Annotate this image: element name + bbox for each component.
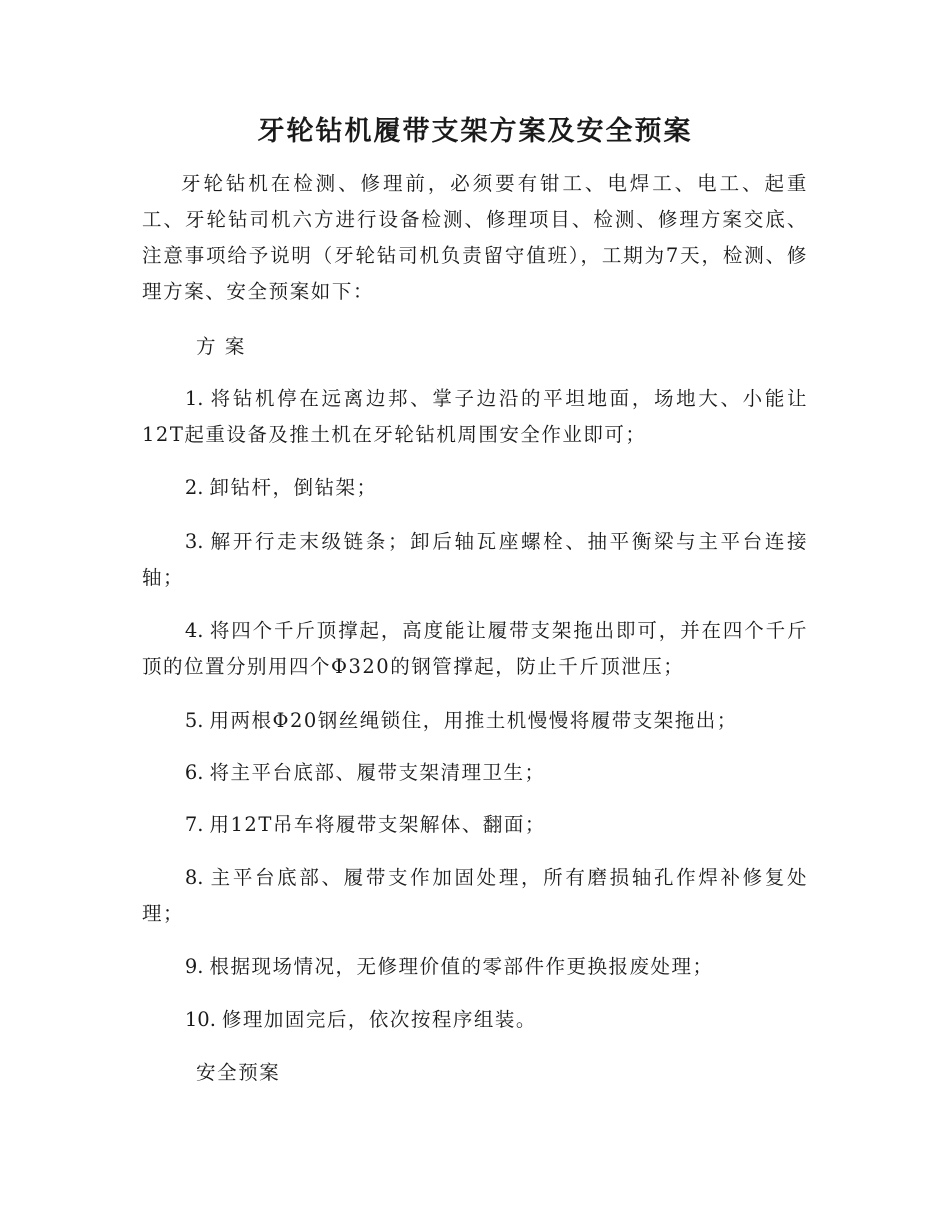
- list-item: [142, 381, 808, 453]
- list-item-text: 将钻机停在远离边邦、掌子边沿的平坦地面，场地大、小能让12T起重设备及推土机在牙轮钻机周围安全作业即可；: [142, 387, 808, 446]
- list-item: [142, 949, 808, 985]
- list-item: [142, 755, 808, 791]
- list-item-number: 4.: [184, 619, 204, 642]
- list-item-text: 主平台底部、履带支作加固处理，所有磨损轴孔作焊补修复处理；: [142, 866, 808, 925]
- list-item-number: 8.: [184, 866, 204, 889]
- list-item-number: 9.: [184, 955, 204, 978]
- list-item: [142, 703, 808, 739]
- list-item-number: 1.: [184, 387, 204, 410]
- list-item: [142, 470, 808, 506]
- list-item: [142, 524, 808, 596]
- section-heading-safety: 安全预案: [196, 1061, 281, 1084]
- list-item: [142, 1002, 808, 1038]
- section-heading-plan: 方 案: [196, 335, 246, 358]
- list-item-text: 用两根Φ20钢丝绳锁住，用推土机慢慢将履带支架拖出；: [209, 709, 738, 732]
- list-item-text: 修理加固完后，依次按程序组装。: [221, 1008, 537, 1031]
- list-item-number: 10.: [184, 1008, 216, 1031]
- list-item-text: 将四个千斤顶撑起，高度能让履带支架拖出即可，并在四个千斤顶的位置分别用四个Φ320的钢管撑起，防止千斤顶泄压；: [142, 619, 808, 678]
- list-item-text: 解开行走末级链条；卸后轴瓦座螺栓、抽平衡梁与主平台连接轴；: [142, 530, 808, 589]
- list-item: [142, 613, 808, 685]
- list-item-text: 用12T吊车将履带支架解体、翻面；: [209, 813, 546, 836]
- list-item-number: 5.: [184, 709, 204, 732]
- list-item-text: 根据现场情况，无修理价值的零部件作更换报废处理；: [209, 955, 714, 978]
- list-item-text: 将主平台底部、履带支架清理卫生；: [209, 761, 546, 784]
- list-item-number: 6.: [184, 761, 204, 784]
- list-item-text: 卸钻杆，倒钻架；: [209, 476, 378, 499]
- list-item-number: 2.: [184, 476, 204, 499]
- list-item-number: 7.: [184, 813, 204, 836]
- list-item: [142, 807, 808, 843]
- list-item-number: 3.: [184, 530, 204, 553]
- intro-paragraph: 牙轮钻机在检测、修理前，必须要有钳工、电焊工、电工、起重工、牙轮钻司机六方进行设备检测、修理项目、检测、修理方案交底、注意事项给予说明（牙轮钻司机负责留守值班），工期为7天，检测、修理方案、安全预案如下：: [142, 172, 808, 303]
- list-item: [142, 860, 808, 932]
- document-title: 牙轮钻机履带支架方案及安全预案: [257, 116, 693, 147]
